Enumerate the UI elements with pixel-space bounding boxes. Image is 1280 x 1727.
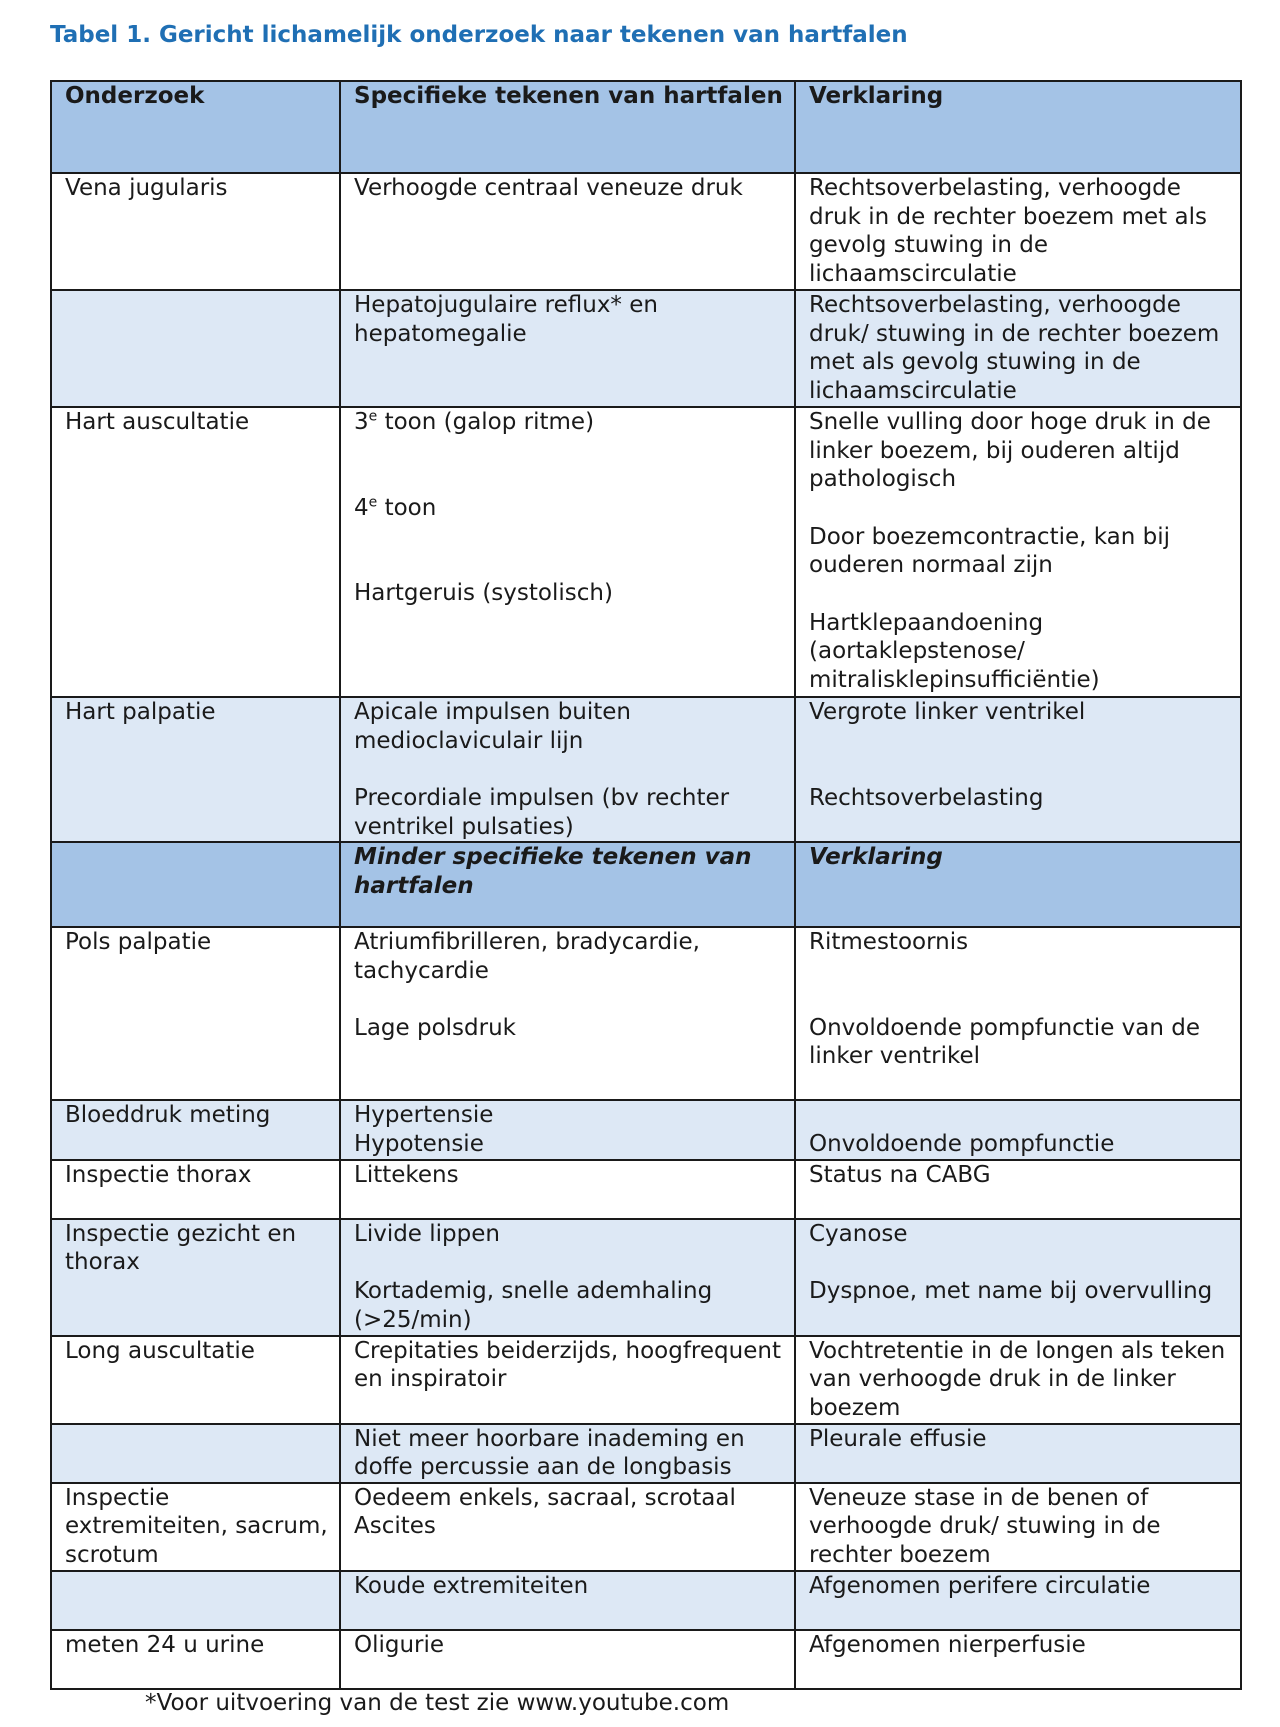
cell-onderzoek: Hart palpatie <box>51 697 340 842</box>
cell-tekenen: Oligurie <box>340 1630 795 1689</box>
explanation-text: Dyspnoe, met name bij overvulling <box>809 1278 1213 1304</box>
explanation-text: Cyanose <box>809 1220 908 1247</box>
explanation-text: Door boezemcontractie, kan bij ouderen normaal zijn <box>809 523 1171 578</box>
cell-onderzoek <box>51 1424 340 1483</box>
table-row <box>51 697 1241 842</box>
cell-verklaring: Rechtsoverbelasting, verhoogde druk/ stuwing in de rechter boezem met als gevolg stuwing in de lichaamscirculatie <box>795 290 1241 407</box>
cell-onderzoek: Vena jugularis <box>51 173 340 290</box>
sign-text: Kortademig, snelle ademhaling (>25/min) <box>354 1278 713 1333</box>
cell-verklaring: Status na CABG <box>795 1160 1241 1219</box>
cell-verklaring <box>795 1219 1241 1336</box>
explanation-text: Hartklepaandoening (aortaklepstenose/ mitralisklepinsufficiëntie) <box>809 609 1100 693</box>
sign-text: Oedeem enkels, sacraal, scrotaal <box>354 1484 736 1511</box>
table-row <box>51 1630 1241 1689</box>
cell-onderzoek: meten 24 u urine <box>51 1630 340 1689</box>
cell-tekenen: Hepatojugulaire reflux* en hepatomegalie <box>340 290 795 407</box>
cell-onderzoek: Pols palpatie <box>51 927 340 1100</box>
table-row <box>51 927 1241 1100</box>
cell-verklaring <box>795 697 1241 842</box>
explanation-text: Onvoldoende pompfunctie van de linker ventrikel <box>809 1014 1200 1069</box>
sign-text: Ascites <box>354 1513 436 1539</box>
table-row <box>51 407 1241 697</box>
sign-text: Precordiale impulsen (bv rechter ventrikel pulsaties) <box>354 785 730 840</box>
cell-tekenen <box>340 1483 795 1571</box>
table-row <box>51 1100 1241 1160</box>
table-row <box>51 1219 1241 1336</box>
sign-fourth-heart-sound: 4e toon <box>354 493 437 521</box>
table-row <box>51 290 1241 407</box>
table-row <box>51 1571 1241 1630</box>
sign-text: Hypotensie <box>354 1130 484 1157</box>
cell-verklaring: Veneuze stase in de benen of verhoogde druk/ stuwing in de rechter boezem <box>795 1483 1241 1571</box>
cell-verklaring: Vochtretentie in de longen als teken van verhoogde druk in de linker boezem <box>795 1336 1241 1424</box>
cell-verklaring: Rechtsoverbelasting, verhoogde druk in de rechter boezem met als gevolg stuwing in de lichaamscirculatie <box>795 173 1241 290</box>
sign-text: Atriumfibrilleren, bradycardie, tachycardie <box>354 929 700 984</box>
table-title: Tabel 1. Gericht lichamelijk onderzoek naar tekenen van hartfalen <box>50 22 908 48</box>
footnote: *Voor uitvoering van de test zie www.youtube.com <box>145 1690 730 1716</box>
examination-table <box>50 80 1242 1690</box>
table-row <box>51 1160 1241 1219</box>
cell-onderzoek <box>51 290 340 407</box>
table-subheader-row <box>51 842 1241 927</box>
cell-onderzoek: Inspectie thorax <box>51 1160 340 1219</box>
table-row <box>51 173 1241 290</box>
cell-onderzoek: Bloeddruk meting <box>51 1100 340 1160</box>
cell-tekenen <box>340 927 795 1100</box>
cell-tekenen <box>340 1100 795 1160</box>
cell-tekenen <box>340 1219 795 1336</box>
cell-verklaring: Afgenomen perifere circulatie <box>795 1571 1241 1630</box>
cell-tekenen <box>340 407 795 697</box>
cell-tekenen <box>340 697 795 842</box>
cell-tekenen: Koude extremiteiten <box>340 1571 795 1630</box>
cell-tekenen: Crepitaties beiderzijds, hoogfrequent en inspiratoir <box>340 1336 795 1424</box>
cell-tekenen: Littekens <box>340 1160 795 1219</box>
table-header-row <box>51 81 1241 173</box>
cell-verklaring <box>795 1100 1241 1160</box>
cell-verklaring <box>795 927 1241 1100</box>
table-row <box>51 1424 1241 1483</box>
cell-onderzoek <box>51 1571 340 1630</box>
cell-tekenen: Niet meer hoorbare inademing en doffe percussie aan de longbasis <box>340 1424 795 1483</box>
cell-onderzoek: Inspectie extremiteiten, sacrum, scrotum <box>51 1483 340 1571</box>
table-row <box>51 1336 1241 1424</box>
explanation-text: Ritmestoornis <box>809 929 969 955</box>
subheader-minder-specifieke: Minder specifieke tekenen van hartfalen <box>340 842 795 927</box>
explanation-text: Vergrote linker ventrikel <box>809 699 1086 725</box>
sign-text: Livide lippen <box>354 1220 500 1247</box>
cell-onderzoek: Inspectie gezicht en thorax <box>51 1219 340 1336</box>
sign-text: Lage polsdruk <box>354 1015 516 1041</box>
subheader-empty <box>51 842 340 927</box>
cell-onderzoek: Long auscultatie <box>51 1336 340 1424</box>
cell-verklaring: Pleurale effusie <box>795 1424 1241 1483</box>
cell-verklaring: Afgenomen nierperfusie <box>795 1630 1241 1689</box>
sign-text: Apicale impulsen buiten medioclaviculair lijn <box>354 699 632 754</box>
explanation-text: Rechtsoverbelasting <box>809 784 1044 811</box>
cell-onderzoek: Hart auscultatie <box>51 407 340 697</box>
subheader-verklaring: Verklaring <box>795 842 1241 927</box>
table-row <box>51 1483 1241 1571</box>
explanation-text: Snelle vulling door hoge druk in de linker boezem, bij ouderen altijd pathologisch <box>809 409 1211 492</box>
header-onderzoek: Onderzoek <box>51 81 340 173</box>
cell-verklaring <box>795 407 1241 697</box>
sign-third-heart-sound: 3e toon (galop ritme) <box>354 408 595 435</box>
header-verklaring: Verklaring <box>795 81 1241 173</box>
explanation-text: Onvoldoende pompfunctie <box>809 1131 1115 1157</box>
sign-text: Hypertensie <box>354 1102 494 1128</box>
header-specifieke-tekenen: Specifieke tekenen van hartfalen <box>340 81 795 173</box>
cell-tekenen: Verhoogde centraal veneuze druk <box>340 173 795 290</box>
sign-heart-murmur: Hartgeruis (systolisch) <box>354 580 613 606</box>
